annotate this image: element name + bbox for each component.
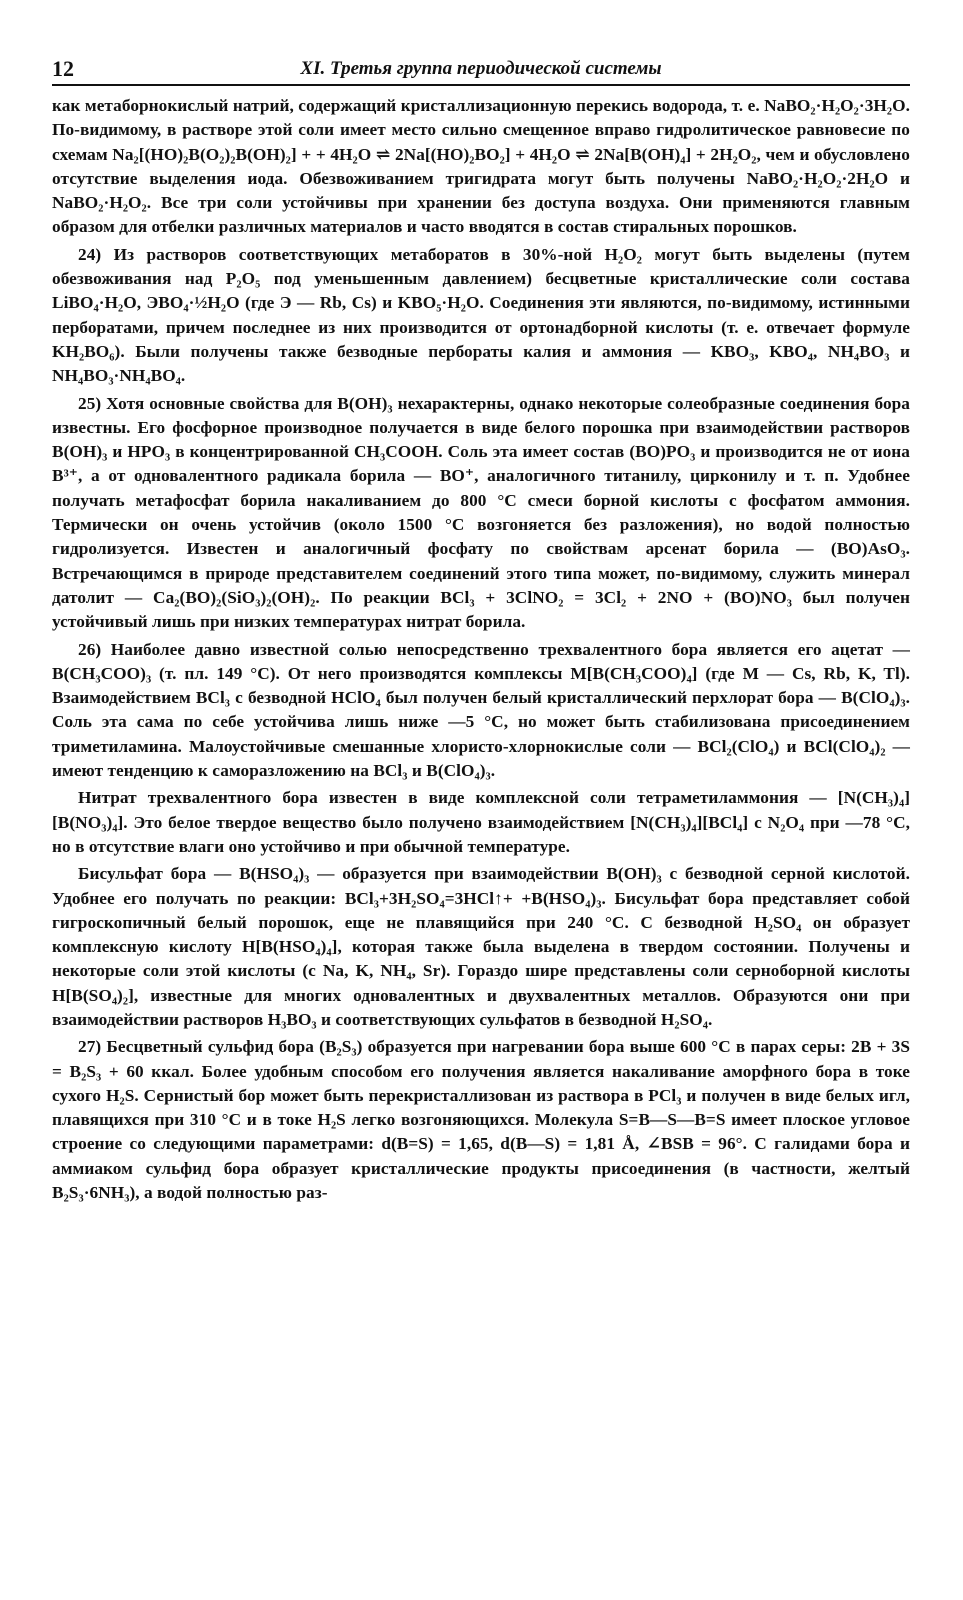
paragraph-note-24: 24) Из растворов соответствующих метаборатов в 30%-ной H₂O₂ могут быть выделены (путем обезвоживания над P₂O₅ под уменьшенным давлением) бесцветные кристаллические соли состава LiBO₄·H₂O, ЭBO₄·½H₂O (где Э — Rb, Cs) и KBO₅·H₂O. Соединения эти являются, по-видимому, истинными перборатами, причем последнее из них производится от ортонадборной кислоты (т. е. отвечает формуле KH₂BO₆). Были получены также безводные пербораты калия и аммония — KBO₃, KBO₄, NH₄BO₃ и NH₄BO₃·NH₄BO₄.: [52, 244, 910, 386]
paragraph-boron-nitrate: Нитрат трехвалентного бора известен в виде комплексной соли тетраметиламмония — [N(CH₃)₄][B(NO₃)₄]. Это белое твердое вещество было получено взаимодействием [N(CH₃)₄][BCl₄] с N₂O₄ при —78 °C, но в отсутствие влаги оно устойчиво и при обычной температуре.: [52, 788, 910, 856]
paragraph-note-26: 26) Наиболее давно известной солью непосредственно трехвалентного бора является его ацетат — B(CH₃COO)₃ (т. пл. 149 °C). От него производятся комплексы M[B(CH₃COO)₄] (где M — Cs, Rb, K, Tl). Взаимодействием BCl₃ с безводной HClO₄ был получен белый кристаллический перхлорат бора — B(ClO₄)₃. Соль эта сама по себе устойчива лишь ниже —5 °C, но может быть стабилизована присоединением триметиламина. Малоустойчивые смешанные хлористо-хлорнокислые соли — BCl₂(ClO₄) и BCl(ClO₄)₂ — имеют тенденцию к саморазложению на BCl₃ и B(ClO₄)₃.: [52, 639, 910, 781]
running-title: XI. Третья группа периодической системы: [300, 58, 662, 79]
page: [52, 50, 910, 1205]
paragraph-note-27: 27) Бесцветный сульфид бора (B₂S₃) образуется при нагревании бора выше 600 °C в парах серы: 2B + 3S = B₂S₃ + 60 ккал. Более удобным способом его получения является накаливание аморфного бора в токе сухого H₂S. Сернистый бор может быть перекристаллизован из раствора в PCl₃ и получен в виде белых игл, плавящихся при 310 °C и в токе H₂S легко возгоняющихся. Молекула S=B—S—B=S имеет плоское угловое строение со следующими параметрами: d(B=S) = 1,65, d(B—S) = 1,81 Å, ∠BSB = 96°. С галидами бора и аммиаком сульфид бора образует кристаллические продукты присоединения (в частности, желтый B₂S₃·6NH₃), а водой полностью раз-: [52, 1037, 910, 1203]
body-text: [52, 94, 910, 1205]
paragraph-note-25: 25) Хотя основные свойства для B(OH)₃ нехарактерны, однако некоторые солеобразные соединения бора известны. Его фосфорное производное получается в виде белого порошка при взаимодействии растворов B(OH)₃ и HPO₃ в концентрированной CH₃COOH. Соль эта имеет состав (BO)PO₃ и производится не от иона B³⁺, а от одновалентного радикала борила — BO⁺, аналогичного титанилу, цирконилу и т. п. Удобнее получать метафосфат борила накаливанием до 800 °C смеси борной кислоты с фосфатом аммония. Термически он очень устойчив (около 1500 °C возгоняется без разложения), но водой полностью гидролизуется. Известен и аналогичный фосфату по свойствам арсенат борила — (BO)AsO₃. Встречающимся в природе представителем соединений этого типа может, по-видимому, служить минерал датолит — Ca₂(BO)₂(SiO₃)₂(OH)₂. По реакции BCl₃ + 3ClNO₂ = 3Cl₂ + 2NO + (BO)NO₃ был получен устойчивый лишь при низких температурах нитрат борила.: [52, 393, 910, 632]
paragraph-boron-bisulfate: Бисульфат бора — B(HSO₄)₃ — образуется при взаимодействии B(OH)₃ с безводной серной кислотой. Удобнее его получать по реакции: BCl₃+3H₂SO₄=3HCl↑+ +B(HSO₄)₃. Бисульфат бора представляет собой гигроскопичный белый порошок, еще не плавящийся при 240 °C. С безводной H₂SO₄ он образует комплексную кислоту H[B(HSO₄)₄], которая также была выделена в твердом состоянии. Получены и некоторые соли этой кислоты (с Na, K, NH₄, Sr). Гораздо шире представлены соли сернoборной кислоты H[B(SO₄)₂], известные для многих одновалентных и двухвалентных металлов. Образуются они при взаимодействии растворов H₃BO₃ и соответствующих сульфатов в безводной H₂SO₄.: [52, 864, 910, 1029]
paragraph-continuation: как метаборнокислый натрий, содержащий кристаллизационную перекись водорода, т. е. NaBO₂·H₂O₂·3H₂O. По-видимому, в растворе этой соли имеет место сильно смещенное вправо гидролитическое равновесие по схемам Na₂[(HO)₂B(O₂)₂B(OH)₂] + + 4H₂O ⇌ 2Na[(HO)₂BO₂] + 4H₂O ⇌ 2Na[B(OH)₄] + 2H₂O₂, чем и обусловлено отсутствие выделения иода. Обезвоживанием тригидрата могут быть получены NaBO₂·H₂O₂·2H₂O и NaBO₂·H₂O₂. Все три соли устойчивы при хранении без доступа воздуха. Они применяются главным образом для отбелки различных материалов и часто вводятся в состав стиральных порошков.: [52, 96, 910, 237]
page-number: 12: [52, 56, 74, 81]
page-header: [52, 50, 910, 86]
